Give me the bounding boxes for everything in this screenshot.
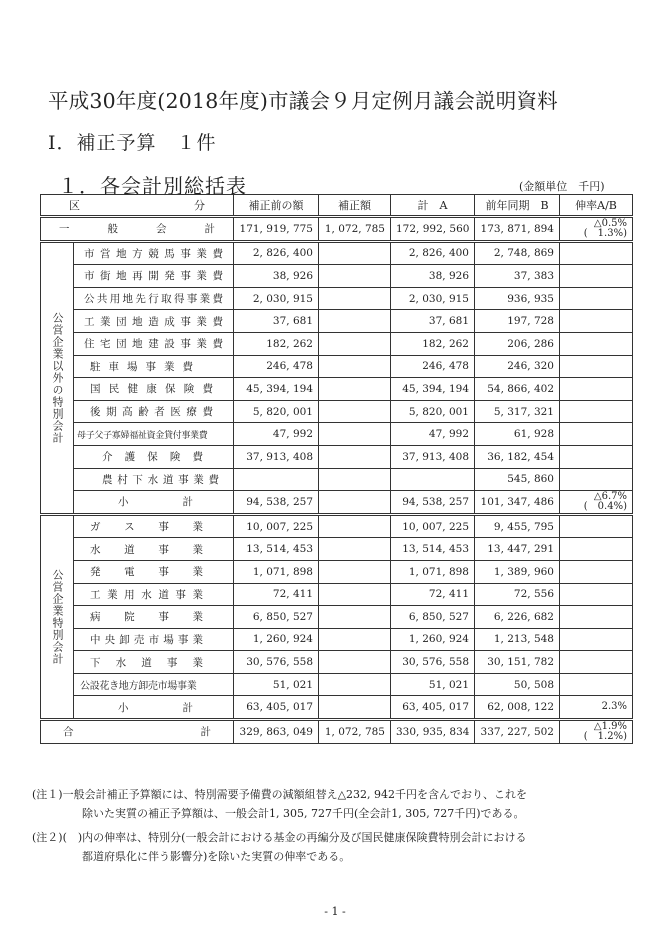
page-title: 平成30年度(2018年度)市議会９月定例月議会説明資料 bbox=[48, 89, 558, 113]
table-row bbox=[41, 287, 633, 310]
row-total-a: 51, 021 bbox=[391, 673, 475, 696]
subtotal-amount bbox=[319, 491, 391, 515]
row-total-a: 2, 826, 400 bbox=[391, 241, 475, 265]
subtotal-row-non-enterprise bbox=[41, 491, 633, 515]
general-rate-adjusted: ( 1.3%) bbox=[583, 227, 627, 239]
note-2 bbox=[32, 828, 526, 866]
row-total-a: 72, 411 bbox=[391, 583, 475, 606]
row-prev-b: 13, 447, 291 bbox=[475, 538, 560, 561]
subtotal-row-enterprise bbox=[41, 696, 633, 720]
row-amount bbox=[319, 514, 391, 538]
general-account-label: 一般会計 bbox=[41, 217, 234, 242]
general-rate-value: △0.5% bbox=[593, 217, 627, 229]
row-before: 1, 260, 924 bbox=[234, 628, 319, 651]
row-rate bbox=[560, 355, 633, 378]
table-row bbox=[41, 310, 633, 333]
row-before: 72, 411 bbox=[234, 583, 319, 606]
subtotal-before: 63, 405, 017 bbox=[234, 696, 319, 720]
row-amount bbox=[319, 606, 391, 629]
row-total-a bbox=[391, 468, 475, 491]
row-name: 発電事業 bbox=[74, 560, 234, 583]
subtotal-total-a: 63, 405, 017 bbox=[391, 696, 475, 720]
grand-total-before: 329, 863, 049 bbox=[234, 720, 319, 744]
row-before: 2, 030, 915 bbox=[234, 287, 319, 310]
table-row bbox=[41, 445, 633, 468]
row-prev-b: 197, 728 bbox=[475, 310, 560, 333]
row-prev-b: 2, 748, 869 bbox=[475, 241, 560, 265]
row-rate bbox=[560, 400, 633, 423]
row-before: 5, 820, 001 bbox=[234, 400, 319, 423]
grand-total-row bbox=[41, 720, 633, 744]
page-number: - 1 - bbox=[324, 905, 346, 918]
row-rate bbox=[560, 423, 633, 446]
row-prev-b: 37, 383 bbox=[475, 265, 560, 288]
table-row bbox=[41, 468, 633, 491]
subtotal-label: 小計 bbox=[74, 491, 234, 515]
row-total-a: 6, 850, 527 bbox=[391, 606, 475, 629]
row-prev-b: 36, 182, 454 bbox=[475, 445, 560, 468]
row-prev-b: 61, 928 bbox=[475, 423, 560, 446]
row-total-a: 10, 007, 225 bbox=[391, 514, 475, 538]
subtotal-label: 小計 bbox=[74, 696, 234, 720]
row-prev-b: 9, 455, 795 bbox=[475, 514, 560, 538]
subtotal-rate-adjusted: ( 0.4%) bbox=[583, 500, 627, 512]
subtotal-prev-b: 62, 008, 122 bbox=[475, 696, 560, 720]
row-prev-b: 5, 317, 321 bbox=[475, 400, 560, 423]
subtotal-before: 94, 538, 257 bbox=[234, 491, 319, 515]
row-before bbox=[234, 468, 319, 491]
note-1-line-2: 除いた実質の補正予算額は、一般会計1, 305, 727千円(全会計1, 305, 727千円)である。 bbox=[82, 807, 525, 820]
row-name: 下水道事業 bbox=[74, 651, 234, 674]
row-rate bbox=[560, 628, 633, 651]
subtotal-total-a: 94, 538, 257 bbox=[391, 491, 475, 515]
group-label-enterprise: 公営企業特別会計 bbox=[41, 514, 74, 719]
table-row bbox=[41, 378, 633, 401]
header-prev-b: 前年同期 B bbox=[475, 195, 560, 217]
row-before: 2, 826, 400 bbox=[234, 241, 319, 265]
row-name: 病院事業 bbox=[74, 606, 234, 629]
row-rate bbox=[560, 606, 633, 629]
row-rate bbox=[560, 538, 633, 561]
row-total-a: 1, 071, 898 bbox=[391, 560, 475, 583]
table-row bbox=[41, 651, 633, 674]
row-before: 10, 007, 225 bbox=[234, 514, 319, 538]
row-before: 37, 913, 408 bbox=[234, 445, 319, 468]
row-amount bbox=[319, 583, 391, 606]
row-before: 246, 478 bbox=[234, 355, 319, 378]
subtotal-rate-value: △6.7% bbox=[593, 490, 627, 502]
table-row bbox=[41, 583, 633, 606]
grand-total-rate-adjusted: ( 1.2%) bbox=[583, 730, 627, 742]
row-total-a: 30, 576, 558 bbox=[391, 651, 475, 674]
group-label-non-enterprise: 公営企業以外の特別会計 bbox=[41, 241, 74, 514]
note-1-line-1: (注１)一般会計補正予算額には、特別需要予備費の減額組替え△232, 942千円を含んでおり、これを bbox=[32, 788, 528, 801]
row-name: 母子父子寡婦福祉資金貸付事業費 bbox=[74, 423, 234, 446]
row-amount bbox=[319, 400, 391, 423]
account-summary-table bbox=[40, 194, 633, 744]
row-amount bbox=[319, 287, 391, 310]
row-rate bbox=[560, 514, 633, 538]
row-name: 公共用地先行取得事業費 bbox=[74, 287, 234, 310]
row-name: 市街地再開発事業費 bbox=[74, 265, 234, 288]
row-total-a: 37, 681 bbox=[391, 310, 475, 333]
row-total-a: 37, 913, 408 bbox=[391, 445, 475, 468]
general-amount: 1, 072, 785 bbox=[319, 217, 391, 242]
row-amount bbox=[319, 332, 391, 355]
row-total-a: 47, 992 bbox=[391, 423, 475, 446]
general-before: 171, 919, 775 bbox=[234, 217, 319, 242]
table-row bbox=[41, 538, 633, 561]
row-name: 住宅団地建設事業費 bbox=[74, 332, 234, 355]
general-total-a: 172, 992, 560 bbox=[391, 217, 475, 242]
row-amount bbox=[319, 560, 391, 583]
header-amount: 補正額 bbox=[319, 195, 391, 217]
row-amount bbox=[319, 241, 391, 265]
row-prev-b: 545, 860 bbox=[475, 468, 560, 491]
row-before: 37, 681 bbox=[234, 310, 319, 333]
table-row bbox=[41, 400, 633, 423]
subtotal-rate bbox=[560, 491, 633, 515]
row-prev-b: 72, 556 bbox=[475, 583, 560, 606]
row-name: 水道事業 bbox=[74, 538, 234, 561]
row-amount bbox=[319, 651, 391, 674]
header-category: 区 分 bbox=[41, 195, 234, 217]
note-2-line-1: (注２)( )内の伸率は、特別分(一般会計における基金の再編分及び国民健康保険費特別会計における bbox=[32, 831, 527, 844]
general-rate bbox=[560, 217, 633, 242]
subsection-title: １．各会計別総括表 bbox=[58, 174, 247, 198]
grand-total-rate-value: △1.9% bbox=[593, 720, 627, 732]
grand-total-rate bbox=[560, 720, 633, 744]
table-row bbox=[41, 673, 633, 696]
row-total-a: 2, 030, 915 bbox=[391, 287, 475, 310]
row-total-a: 182, 262 bbox=[391, 332, 475, 355]
row-total-a: 246, 478 bbox=[391, 355, 475, 378]
row-before: 38, 926 bbox=[234, 265, 319, 288]
row-rate bbox=[560, 673, 633, 696]
row-prev-b: 1, 389, 960 bbox=[475, 560, 560, 583]
row-name: 駐車場事業費 bbox=[74, 355, 234, 378]
row-name: 介護保険費 bbox=[74, 445, 234, 468]
table-row bbox=[41, 628, 633, 651]
subtotal-amount bbox=[319, 696, 391, 720]
table-row bbox=[41, 560, 633, 583]
row-prev-b: 1, 213, 548 bbox=[475, 628, 560, 651]
row-prev-b: 206, 286 bbox=[475, 332, 560, 355]
row-name: ガス事業 bbox=[74, 514, 234, 538]
row-before: 6, 850, 527 bbox=[234, 606, 319, 629]
row-name: 市営地方競馬事業費 bbox=[74, 241, 234, 265]
row-amount bbox=[319, 355, 391, 378]
row-total-a: 1, 260, 924 bbox=[391, 628, 475, 651]
row-rate bbox=[560, 265, 633, 288]
row-amount bbox=[319, 445, 391, 468]
section-title: Ⅰ．補正予算 １件 bbox=[48, 132, 217, 154]
row-total-a: 38, 926 bbox=[391, 265, 475, 288]
row-rate bbox=[560, 583, 633, 606]
row-prev-b: 6, 226, 682 bbox=[475, 606, 560, 629]
row-rate bbox=[560, 241, 633, 265]
header-before: 補正前の額 bbox=[234, 195, 319, 217]
grand-total-label: 合計 bbox=[41, 720, 234, 744]
general-prev-b: 173, 871, 894 bbox=[475, 217, 560, 242]
table-row bbox=[41, 241, 633, 265]
header-rate: 伸率A/B bbox=[560, 195, 633, 217]
row-prev-b: 246, 320 bbox=[475, 355, 560, 378]
row-name: 国民健康保険費 bbox=[74, 378, 234, 401]
row-before: 45, 394, 194 bbox=[234, 378, 319, 401]
row-before: 1, 071, 898 bbox=[234, 560, 319, 583]
row-amount bbox=[319, 673, 391, 696]
row-prev-b: 936, 935 bbox=[475, 287, 560, 310]
row-rate bbox=[560, 468, 633, 491]
row-before: 47, 992 bbox=[234, 423, 319, 446]
table-row bbox=[41, 355, 633, 378]
header-total-a: 計 A bbox=[391, 195, 475, 217]
row-amount bbox=[319, 628, 391, 651]
row-rate bbox=[560, 332, 633, 355]
subtotal-prev-b: 101, 347, 486 bbox=[475, 491, 560, 515]
row-before: 51, 021 bbox=[234, 673, 319, 696]
note-2-line-2: 都道府県化に伴う影響分)を除いた実質の伸率である。 bbox=[82, 850, 351, 863]
row-rate bbox=[560, 378, 633, 401]
row-rate bbox=[560, 651, 633, 674]
grand-total-amount: 1, 072, 785 bbox=[319, 720, 391, 744]
table-row bbox=[41, 514, 633, 538]
row-amount bbox=[319, 265, 391, 288]
unit-label: (金額単位 千円) bbox=[519, 180, 605, 193]
row-before: 13, 514, 453 bbox=[234, 538, 319, 561]
row-before: 30, 576, 558 bbox=[234, 651, 319, 674]
row-rate bbox=[560, 287, 633, 310]
row-total-a: 45, 394, 194 bbox=[391, 378, 475, 401]
row-prev-b: 50, 508 bbox=[475, 673, 560, 696]
row-name: 中央卸売市場事業 bbox=[74, 628, 234, 651]
row-name: 工業団地造成事業費 bbox=[74, 310, 234, 333]
row-prev-b: 30, 151, 782 bbox=[475, 651, 560, 674]
table-row bbox=[41, 606, 633, 629]
row-name: 後期高齢者医療費 bbox=[74, 400, 234, 423]
row-amount bbox=[319, 538, 391, 561]
subtotal-rate: 2.3% bbox=[560, 696, 633, 720]
row-prev-b: 54, 866, 402 bbox=[475, 378, 560, 401]
row-total-a: 5, 820, 001 bbox=[391, 400, 475, 423]
row-name: 工業用水道事業 bbox=[74, 583, 234, 606]
row-amount bbox=[319, 423, 391, 446]
table-header-row bbox=[41, 195, 633, 217]
row-amount bbox=[319, 468, 391, 491]
table-row bbox=[41, 423, 633, 446]
row-rate bbox=[560, 445, 633, 468]
general-account-row bbox=[41, 217, 633, 242]
row-total-a: 13, 514, 453 bbox=[391, 538, 475, 561]
row-rate bbox=[560, 560, 633, 583]
table-row bbox=[41, 265, 633, 288]
row-rate bbox=[560, 310, 633, 333]
note-1 bbox=[32, 785, 527, 823]
row-amount bbox=[319, 378, 391, 401]
grand-total-prev-b: 337, 227, 502 bbox=[475, 720, 560, 744]
row-name: 公設花き地方卸売市場事業 bbox=[74, 673, 234, 696]
row-amount bbox=[319, 310, 391, 333]
table-row bbox=[41, 332, 633, 355]
row-before: 182, 262 bbox=[234, 332, 319, 355]
row-name: 農村下水道事業費 bbox=[74, 468, 234, 491]
grand-total-total-a: 330, 935, 834 bbox=[391, 720, 475, 744]
